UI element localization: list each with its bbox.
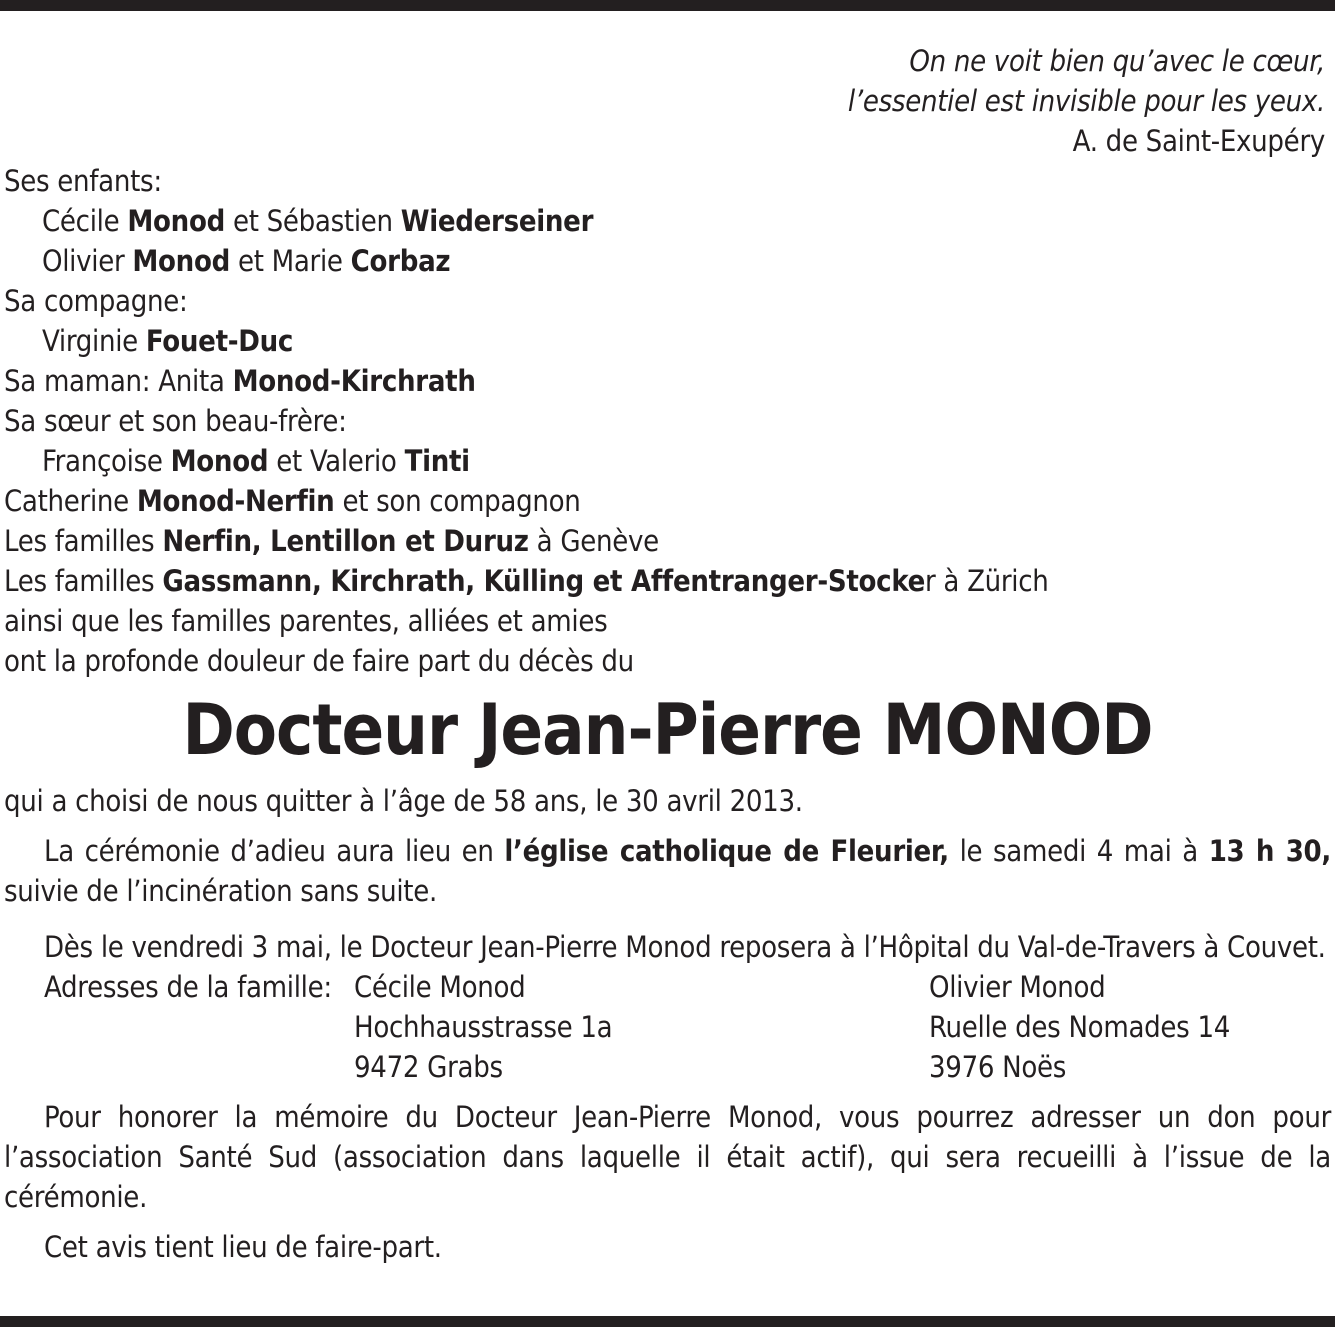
address-column-olivier xyxy=(929,967,1331,1087)
quote-attribution: A. de Saint-Exupéry xyxy=(1072,124,1325,158)
text-segment: le samedi 4 mai à xyxy=(948,834,1209,868)
text-segment: Virginie xyxy=(42,324,146,358)
deceased-name-title: Docteur Jean-Pierre MONOD xyxy=(182,689,1153,771)
family-line xyxy=(4,641,1331,681)
emphasized-name: Monod xyxy=(132,244,230,278)
quote-line: l’essentiel est invisible pour les yeux. xyxy=(847,84,1325,118)
text-segment: ont la profonde douleur de faire part du décès du xyxy=(4,644,634,678)
closing-paragraph xyxy=(4,1097,1331,1217)
emphasized-name: Corbaz xyxy=(350,244,451,278)
emphasized-name: Nerfin, Lentillon et Duruz xyxy=(162,524,529,558)
bottom-rule xyxy=(0,1316,1335,1327)
family-line xyxy=(4,361,1331,401)
text-segment: suivie de l’incinération sans suite. xyxy=(4,874,437,908)
emphasized-name: Monod xyxy=(127,204,225,238)
emphasized-name: Fouet-Duc xyxy=(145,324,294,358)
address-street: Hochhausstrasse 1a xyxy=(354,1010,613,1044)
family-line xyxy=(4,521,1331,561)
emphasized-name: l’église catholique de Fleurier, xyxy=(504,834,949,868)
text-segment: à Genève xyxy=(528,524,659,558)
text-segment: r à Zürich xyxy=(925,564,1049,598)
emphasized-name: Wiederseiner xyxy=(400,204,594,238)
address-street: Ruelle des Nomades 14 xyxy=(929,1010,1231,1044)
text-segment: Françoise xyxy=(42,444,171,478)
text-segment: Sa sœur et son beau-frère: xyxy=(4,404,347,438)
address-city: 3976 Noës xyxy=(929,1050,1067,1084)
emphasized-name: Monod-Kirchrath xyxy=(232,364,476,398)
text-segment: Cet avis tient lieu de faire-part. xyxy=(44,1230,442,1264)
family-line xyxy=(4,161,1331,201)
address-city: 9472 Grabs xyxy=(354,1050,503,1084)
text-segment: Sa maman: Anita xyxy=(4,364,233,398)
text-segment: Sa compagne: xyxy=(4,284,188,318)
text-segment: ainsi que les familles parentes, alliées et amies xyxy=(4,604,608,638)
text-segment: Catherine xyxy=(4,484,137,518)
address-name: Olivier Monod xyxy=(929,970,1106,1004)
emphasized-name: Gassmann, Kirchrath, Külling et Affentranger-Stocke xyxy=(162,564,925,598)
address-name: Cécile Monod xyxy=(354,970,526,1004)
family-line xyxy=(4,481,1331,521)
family-line xyxy=(4,441,1331,481)
family-list xyxy=(4,161,1331,681)
emphasized-name: Monod-Nerfin xyxy=(136,484,335,518)
text-segment: Ses enfants: xyxy=(4,164,162,198)
text-segment: Cécile xyxy=(42,204,128,238)
text-segment: et son compagnon xyxy=(334,484,581,518)
text-segment: Pour honorer la mémoire du Docteur Jean-Pierre Monod, vous pourrez adresser un don pour l’association Santé Sud (association dans laquelle il était actif), qui sera recueilli à l’issue de la cérémonie. xyxy=(4,1100,1331,1214)
closing-paragraph xyxy=(4,1227,1331,1267)
body-paragraph xyxy=(4,831,1331,911)
text-segment: Les familles xyxy=(4,524,163,558)
body-paragraph xyxy=(4,781,1331,821)
family-line xyxy=(4,561,1331,601)
emphasized-name: 13 h 30, xyxy=(1208,834,1332,868)
quote-line: On ne voit bien qu’avec le cœur, xyxy=(909,44,1325,78)
text-segment: et Sébastien xyxy=(224,204,401,238)
ceremony-paragraphs xyxy=(4,781,1331,967)
emphasized-name: Monod xyxy=(170,444,269,478)
family-line xyxy=(4,201,1331,241)
text-segment: et Valerio xyxy=(268,444,405,478)
closing-paragraphs xyxy=(4,1097,1331,1267)
family-line xyxy=(4,241,1331,281)
body-paragraph xyxy=(4,927,1331,967)
address-column-cecile xyxy=(354,967,929,1087)
family-line xyxy=(4,321,1331,361)
text-segment: et Marie xyxy=(229,244,351,278)
top-rule xyxy=(0,0,1335,11)
text-segment: La cérémonie d’adieu aura lieu en xyxy=(44,834,505,868)
text-segment: Les familles xyxy=(4,564,163,598)
addresses-block xyxy=(4,967,1331,1087)
family-line xyxy=(4,601,1331,641)
quote-block xyxy=(4,41,1331,161)
text-segment: Olivier xyxy=(42,244,133,278)
text-segment: Dès le vendredi 3 mai, le Docteur Jean-Pierre Monod reposera à l’Hôpital du Val-de-Travers à Couvet. xyxy=(44,930,1326,964)
emphasized-name: Tinti xyxy=(404,444,470,478)
family-line xyxy=(4,281,1331,321)
addresses-label: Adresses de la famille: xyxy=(44,970,332,1004)
family-line xyxy=(4,401,1331,441)
text-segment: qui a choisi de nous quitter à l’âge de 58 ans, le 30 avril 2013. xyxy=(4,784,803,818)
